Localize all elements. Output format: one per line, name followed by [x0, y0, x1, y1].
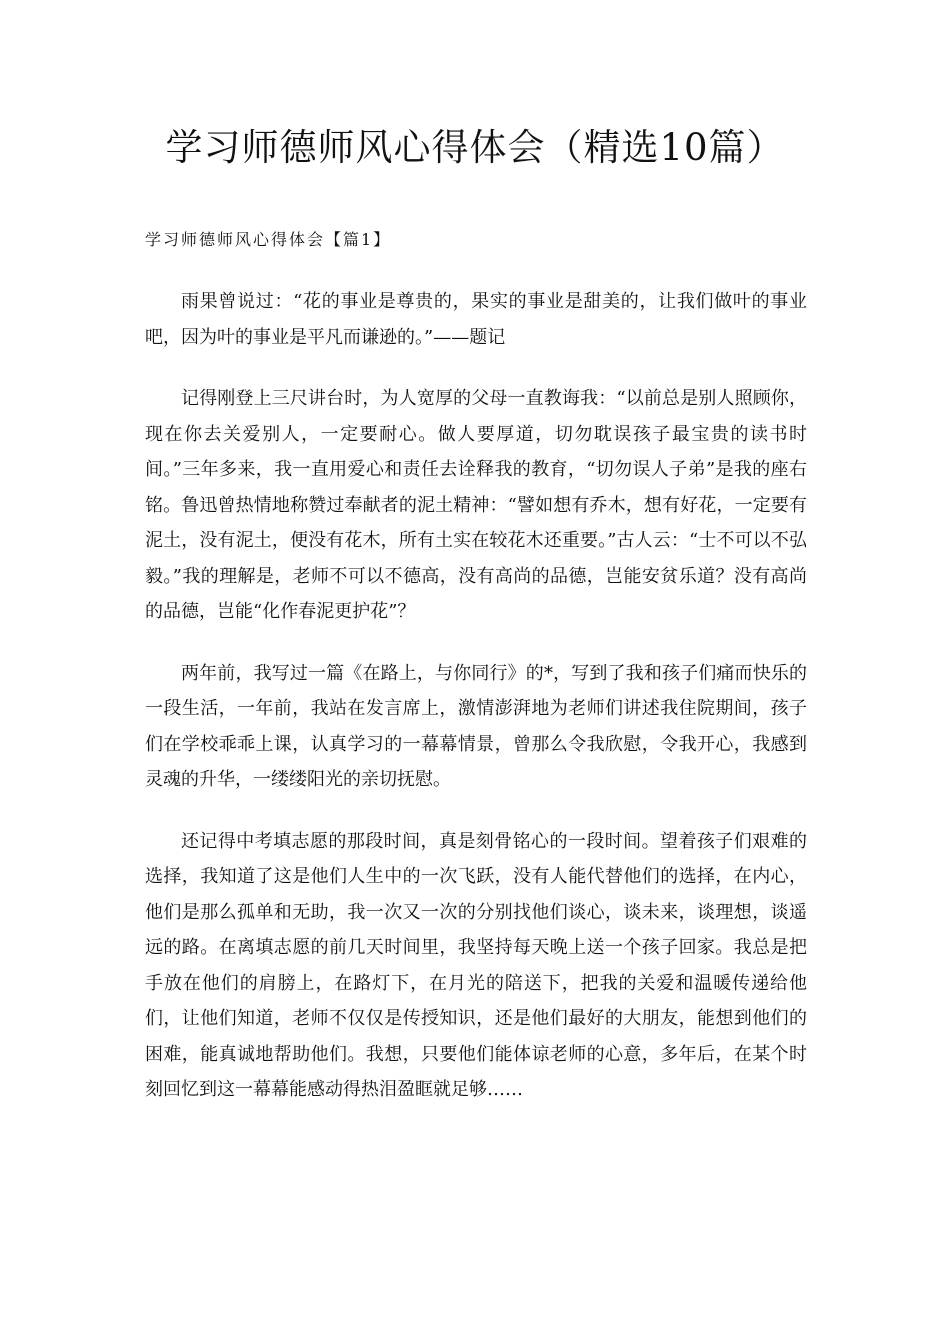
paragraph-3: 两年前，我写过一篇《在路上，与你同行》的*，写到了我和孩子们痛而快乐的一段生活，一年前，我站在发言席上，激情澎湃地为老师们讲述我住院期间，孩子们在学校乖乖上课，认真学习的一幕幕情景，曾那么令我欣慰，令我开心，我感到灵魂的升华，一缕缕阳光的亲切抚慰。 [145, 662, 807, 790]
section-heading: 学习师德师风心得体会【篇1】 [145, 230, 392, 249]
document-title: 学习师德师风心得体会（精选10篇） [165, 126, 785, 169]
paragraph-epigraph: 雨果曾说过：“花的事业是尊贵的，果实的事业是甜美的，让我们做叶的事业吧，因为叶的事业是平凡而谦逊的。”——题记 [145, 291, 807, 348]
paragraph-2: 记得刚登上三尺讲台时，为人宽厚的父母一直教诲我：“以前总是别人照顾你，现在你去关爱别人，一定要耐心。做人要厚道，切勿耽误孩子最宝贵的读书时间。”三年多来，我一直用爱心和责任去诠释我的教育，“切勿误人子弟”是我的座右铭。鲁迅曾热情地称赞过奉献者的泥土精神：“譬如想有乔木，想有好花，一定要有泥土，没有泥土，便没有花木，所有土实在较花木还重要。”古人云：“士不可以不弘毅。”我的理解是，老师不可以不德高，没有高尚的品德，岂能安贫乐道？没有高尚的品德，岂能“化作春泥更护花”？ [145, 388, 807, 622]
paragraph-4: 还记得中考填志愿的那段时间，真是刻骨铭心的一段时间。望着孩子们艰难的选择，我知道了这是他们人生中的一次飞跃，没有人能代替他们的选择，在内心，他们是那么孤单和无助，我一次又一次的分别找他们谈心，谈未来，谈理想，谈遥远的路。在离填志愿的前几天时间里，我坚持每天晚上送一个孩子回家。我总是把手放在他们的肩膀上，在路灯下，在月光的陪送下，把我的关爱和温暖传递给他们，让他们知道，老师不仅仅是传授知识，还是他们最好的大朋友，能想到他们的困难，能真诚地帮助他们。我想，只要他们能体谅老师的心意，多年后，在某个时刻回忆到这一幕幕能感动得热泪盈眶就足够…… [145, 830, 807, 1100]
document-body [145, 284, 807, 1134]
